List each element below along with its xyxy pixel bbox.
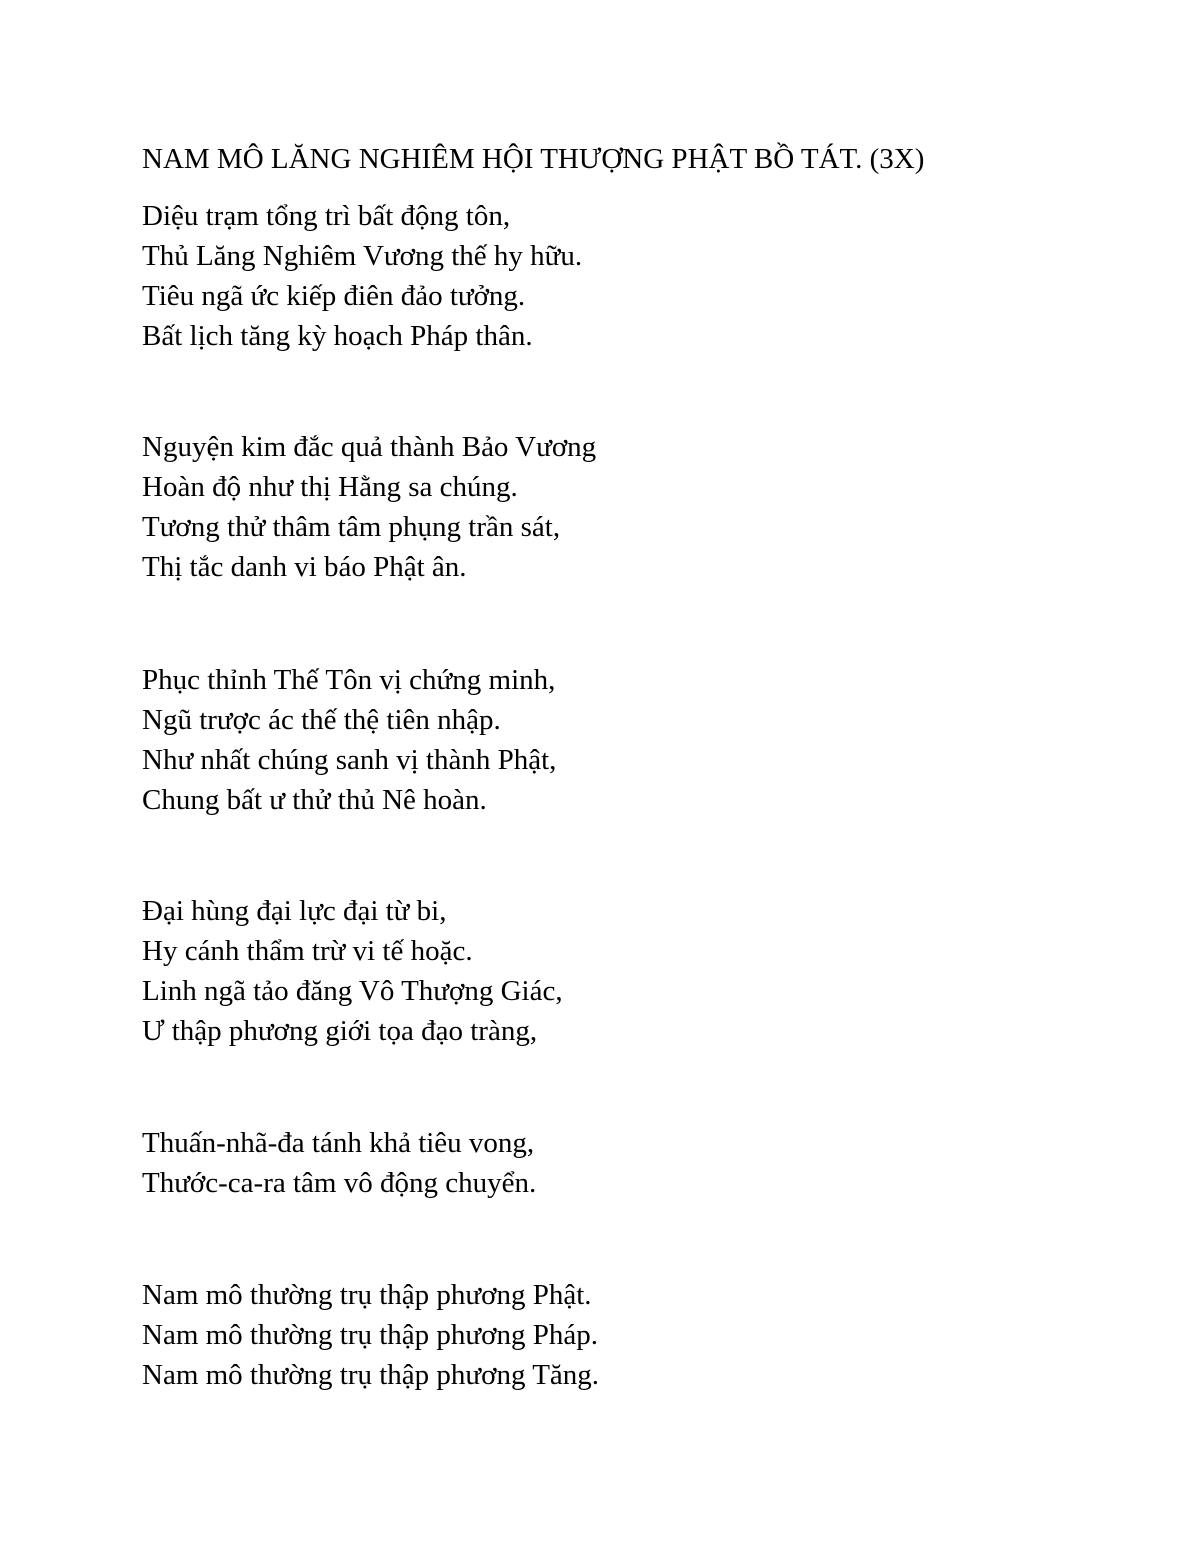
verse-line: Nguyện kim đắc quả thành Bảo Vương <box>142 431 597 463</box>
verse-line: Ư thập phương giới tọa đạo tràng, <box>142 1015 538 1047</box>
verse-line: Đại hùng đại lực đại từ bi, <box>142 895 447 927</box>
stanza <box>142 427 596 587</box>
verse-line: Linh ngã tảo đăng Vô Thượng Giác, <box>142 975 563 1007</box>
stanza <box>142 1275 599 1395</box>
verse-line: Bất lịch tăng kỳ hoạch Pháp thân. <box>142 320 533 352</box>
stanza <box>142 891 563 1051</box>
verse-line: Tương thử thâm tâm phụng trần sát, <box>142 511 561 543</box>
verse-line: Diệu trạm tổng trì bất động tôn, <box>142 200 511 232</box>
verse-line: Nam mô thường trụ thập phương Tăng. <box>142 1359 600 1391</box>
stanza <box>142 660 556 820</box>
verse-line: Hy cánh thẩm trừ vi tế hoặc. <box>142 935 473 967</box>
verse-line: Thước-ca-ra tâm vô động chuyển. <box>142 1167 537 1199</box>
verse-line: Như nhất chúng sanh vị thành Phật, <box>142 744 557 776</box>
verse-line: Nam mô thường trụ thập phương Phật. <box>142 1279 592 1311</box>
verse-line: Thị tắc danh vi báo Phật ân. <box>142 551 467 583</box>
verse-line: Tiêu ngã ức kiếp điên đảo tưởng. <box>142 280 526 312</box>
verse-line: Chung bất ư thử thủ Nê hoàn. <box>142 784 487 816</box>
stanza <box>142 1123 536 1203</box>
verse-line: Phục thỉnh Thế Tôn vị chứng minh, <box>142 664 556 696</box>
verse-line: Thủ Lăng Nghiêm Vương thế hy hữu. <box>142 240 583 272</box>
verse-line: Thuấn-nhã-đa tánh khả tiêu vong, <box>142 1127 535 1159</box>
stanza <box>142 196 582 356</box>
verse-line: Hoàn độ như thị Hằng sa chúng. <box>142 471 518 503</box>
verse-line: Nam mô thường trụ thập phương Pháp. <box>142 1319 598 1351</box>
page-title: NAM MÔ LĂNG NGHIÊM HỘI THƯỢNG PHẬT BỒ TÁT. (3X) <box>142 143 925 175</box>
verse-line: Ngũ trược ác thế thệ tiên nhập. <box>142 704 501 736</box>
